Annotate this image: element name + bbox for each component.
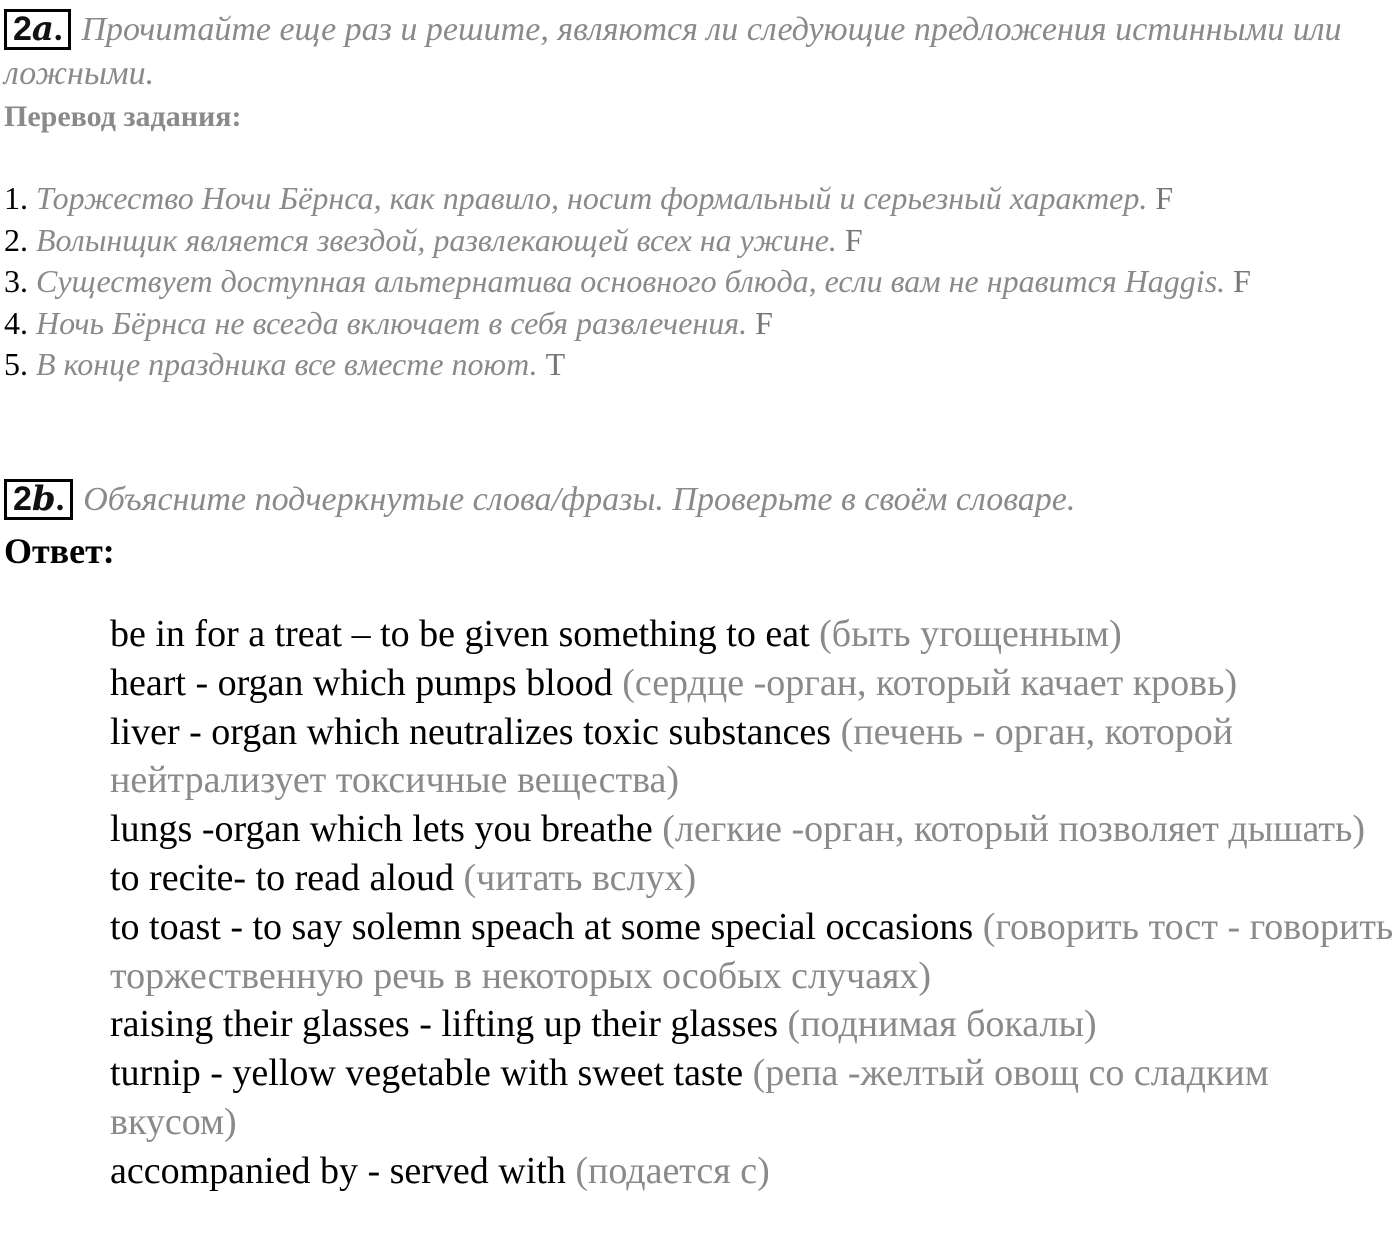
definition-item <box>110 1000 1400 1049</box>
statement-text: В конце праздника все вместе поют. <box>36 346 538 382</box>
definition-item <box>110 1147 1400 1196</box>
statement-answer: T <box>545 346 566 382</box>
task-2b-badge-dot: . <box>55 481 65 518</box>
translation-heading: Перевод задания: <box>4 100 242 133</box>
definitions-list <box>110 610 1400 1196</box>
definition-russian: (быть угощенным) <box>819 613 1122 655</box>
definition-item <box>110 610 1400 659</box>
statement-number: 5. <box>4 346 28 382</box>
task-2b-badge-number: 2 <box>13 480 32 518</box>
definition-item <box>110 1049 1400 1147</box>
definition-english: lungs -organ which lets you breathe <box>110 808 653 851</box>
definition-item <box>110 903 1400 1001</box>
task-2a-badge-letter: a <box>31 9 54 49</box>
definition-english: heart - organ which pumps blood <box>110 661 613 704</box>
task-2a-instruction: Прочитайте еще раз и решите, являются ли следующие предложения истинными или ложными. <box>4 11 1342 92</box>
definition-item <box>110 708 1400 806</box>
definition-item <box>110 659 1400 708</box>
definition-russian: (подается с) <box>575 1149 770 1192</box>
task-2b <box>4 478 1394 522</box>
statement-text: Существует доступная альтернатива основного блюда, если вам не нравится Haggis. <box>36 263 1226 299</box>
task-2b-badge-letter: b <box>31 479 56 519</box>
statements-list <box>4 178 1396 386</box>
statement-item <box>4 344 1396 386</box>
statement-number: 2. <box>4 221 28 258</box>
definition-english: to toast - to say solemn speach at some special occasions <box>110 905 974 948</box>
statement-number: 1. <box>4 180 28 216</box>
definition-english: liver - organ which neutralizes toxic substances <box>110 710 832 753</box>
statement-item <box>4 220 1396 262</box>
statement-answer: F <box>844 221 863 258</box>
statement-number: 3. <box>4 263 28 299</box>
statement-text: Волынщик является звездой, развлекающей всех на ужине. <box>36 221 837 258</box>
definition-english: raising their glasses - lifting up their glasses <box>110 1003 779 1046</box>
statement-number: 4. <box>4 304 28 341</box>
definition-item <box>110 854 1400 903</box>
statement-text: Ночь Бёрнса не всегда включает в себя развлечения. <box>36 304 748 341</box>
definition-russian: (читать вслух) <box>463 856 697 899</box>
statement-answer: F <box>755 304 773 341</box>
task-2b-instruction: Объясните подчеркнутые слова/фразы. Проверьте в своём словаре. <box>83 481 1076 518</box>
statement-item <box>4 178 1396 220</box>
definition-english: turnip - yellow vegetable with sweet taste <box>110 1052 744 1095</box>
answer-heading: Ответ: <box>4 531 115 571</box>
task-2a-badge-number: 2 <box>13 10 32 48</box>
definition-item <box>110 805 1400 854</box>
definition-english: to recite- to read aloud <box>110 856 454 899</box>
task-2a-badge <box>4 9 71 50</box>
definition-russian: (репа -желтый овощ со сладким вкусом) <box>110 1052 1269 1143</box>
definition-russian: (говорить тост - говорить торжественную речь в некоторых особых случаях) <box>110 905 1394 997</box>
definition-english: accompanied by - served with <box>110 1149 566 1192</box>
definition-russian: (легкие -орган, который позволяет дышать) <box>662 808 1366 851</box>
definition-russian: (сердце -орган, который качает кровь) <box>622 661 1238 704</box>
statement-item <box>4 261 1396 303</box>
statement-text: Торжество Ночи Бёрнса, как правило, носит формальный и серьезный характер. <box>36 180 1148 216</box>
definition-russian: (поднимая бокалы) <box>787 1003 1097 1046</box>
task-2a-badge-dot: . <box>53 11 63 48</box>
statement-item <box>4 303 1396 345</box>
definition-russian: (печень - орган, которой нейтрализует токсичные вещества) <box>110 710 1234 802</box>
task-2a <box>4 8 1394 96</box>
task-2b-badge <box>4 479 73 520</box>
statement-answer: F <box>1155 180 1174 216</box>
definition-english: be in for a treat – to be given something to eat <box>110 613 810 655</box>
statement-answer: F <box>1233 263 1251 299</box>
